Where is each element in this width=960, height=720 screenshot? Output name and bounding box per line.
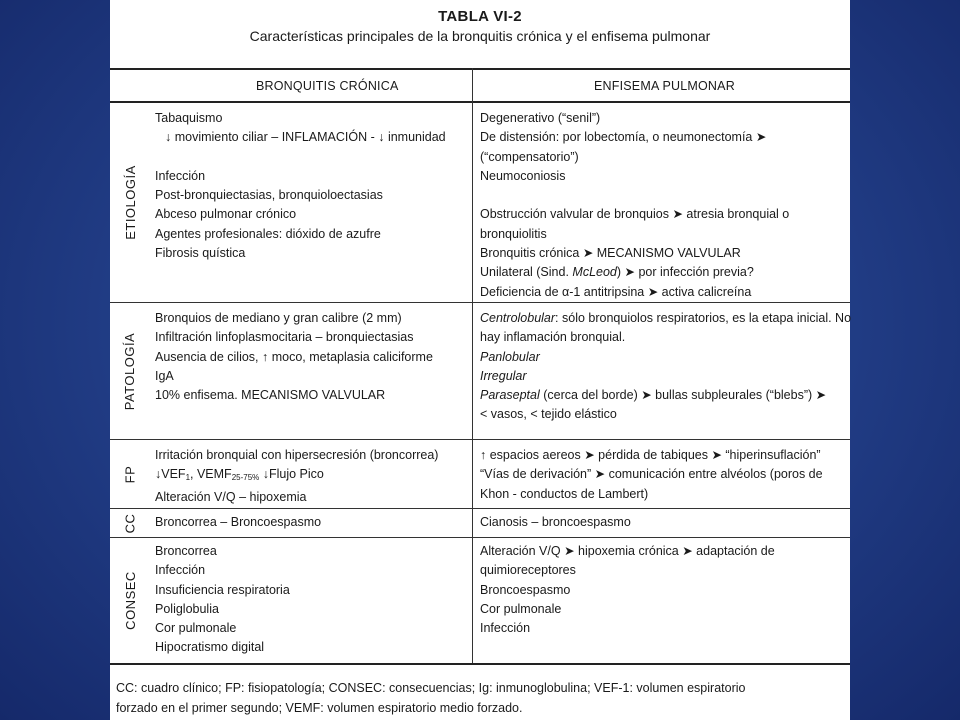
fp-bronquitis bbox=[155, 446, 455, 507]
text-line: 10% enfisema. MECANISMO VALVULAR bbox=[155, 388, 386, 403]
text-line: ↑ espacios aereos ➤ pérdida de tabiques ➤ “hiperinsuflación” bbox=[480, 448, 821, 462]
label-consec: CONSEC bbox=[122, 571, 138, 630]
spacer bbox=[155, 148, 455, 167]
label-cc: CC bbox=[122, 513, 138, 533]
text-line: Alteración V/Q ➤ hipoxemia crónica ➤ adaptación de bbox=[480, 544, 775, 558]
patologia-enfisema bbox=[480, 309, 852, 425]
text-line: $↓VEF_1$, $VEMF_{25-75\%}$ ↓Flujo Pico bbox=[155, 467, 324, 483]
text-line: Abceso pulmonar crónico bbox=[155, 207, 297, 222]
text-line: (“compensatorio”) bbox=[480, 149, 579, 164]
text-line: Panlobular bbox=[480, 349, 540, 364]
header-divider bbox=[472, 68, 473, 102]
text-line: Bronquios de mediano y gran calibre (2 mm) bbox=[155, 311, 402, 325]
text-line: Hipocratismo digital bbox=[155, 640, 265, 655]
rule-bottom bbox=[110, 663, 850, 665]
text-line: Neumoconiosis bbox=[480, 168, 566, 183]
text-line: Centrolobular: sólo bronquiolos respiratorios, es la etapa inicial. No bbox=[480, 311, 852, 325]
text-line: IgA bbox=[155, 368, 174, 383]
section-fp bbox=[110, 440, 850, 508]
fp-enfisema bbox=[480, 446, 846, 504]
section-cc bbox=[110, 509, 850, 537]
text-line: Infección bbox=[480, 621, 531, 636]
text-line: Poliglobulia bbox=[155, 601, 219, 616]
spacer bbox=[480, 186, 846, 205]
text-line: hay inflamación bronquial. bbox=[480, 330, 626, 345]
footnote-line: forzado en el primer segundo; VEMF: volumen espiratorio medio forzado. bbox=[116, 701, 523, 715]
rule-top bbox=[110, 68, 850, 70]
text-line: Infección bbox=[155, 168, 206, 183]
text-line: Irregular bbox=[480, 368, 527, 383]
section-consec bbox=[110, 538, 850, 663]
etiologia-bronquitis bbox=[155, 109, 455, 263]
label-fp: FP bbox=[122, 465, 138, 483]
label-etiologia: ETIOLOGÍA bbox=[122, 164, 138, 240]
table-subtitle: Características principales de la bronquitis crónica y el enfisema pulmonar bbox=[249, 28, 711, 44]
patologia-bronquitis bbox=[155, 309, 455, 405]
text-line: Broncorrea – Broncoespasmo bbox=[155, 515, 322, 529]
text-line: Khon - conductos de Lambert) bbox=[480, 486, 649, 501]
text-line: Ausencia de cilios, ↑ moco, metaplasia caliciforme bbox=[155, 349, 433, 364]
text-line: Unilateral (Sind. McLeod) ➤ por infección previa? bbox=[480, 265, 754, 280]
cc-enfisema bbox=[480, 513, 846, 532]
text-line: quimioreceptores bbox=[480, 563, 576, 578]
footnote-line: CC: cuadro clínico; FP: fisiopatología; CONSEC: consecuencias; Ig: inmunoglobulina; VEF-1: volumen espiratorio bbox=[116, 681, 746, 695]
header-enfisema: ENFISEMA PULMONAR bbox=[594, 79, 735, 93]
section-patologia bbox=[110, 303, 850, 439]
text-line: Deficiencia de α-1 antitripsina ➤ activa calicreína bbox=[480, 284, 752, 299]
text-line: Tabaquismo bbox=[155, 111, 223, 125]
text-line: Irritación bronquial con hipersecresión (broncorrea) bbox=[155, 448, 439, 462]
text-line: Alteración V/Q – hipoxemia bbox=[155, 489, 307, 504]
text-line: Bronquitis crónica ➤ MECANISMO VALVULAR bbox=[480, 246, 741, 261]
text-line: bronquiolitis bbox=[480, 226, 547, 241]
text-line: ↓ movimiento ciliar – INFLAMACIÓN - ↓ inmunidad bbox=[165, 130, 446, 145]
table-footnote bbox=[116, 678, 846, 718]
consec-bronquitis bbox=[155, 542, 455, 658]
text-line: Obstrucción valvular de bronquios ➤ atresia bronquial o bbox=[480, 207, 790, 222]
etiologia-enfisema bbox=[480, 109, 846, 302]
table-sheet bbox=[110, 0, 850, 720]
column-divider bbox=[472, 102, 473, 663]
text-line: De distensión: por lobectomía, o neumonectomía ➤ bbox=[480, 130, 767, 145]
text-line: Degenerativo (“senil”) bbox=[480, 111, 601, 125]
text-line: Cor pulmonale bbox=[155, 621, 237, 636]
text-line: Fibrosis quística bbox=[155, 246, 246, 261]
text-line: Post-bronquiectasias, bronquioloectasias bbox=[155, 188, 383, 203]
text-line: Paraseptal (cerca del borde) ➤ bullas subpleurales (“blebs”) ➤ bbox=[480, 388, 827, 403]
text-line: Cor pulmonale bbox=[480, 601, 562, 616]
table-title: TABLA VI-2 bbox=[438, 8, 522, 25]
text-line: Broncoespasmo bbox=[480, 582, 571, 597]
header-bronquitis: BRONQUITIS CRÓNICA bbox=[256, 79, 399, 93]
cc-bronquitis bbox=[155, 513, 455, 532]
text-line: Insuficiencia respiratoria bbox=[155, 582, 290, 597]
section-etiologia bbox=[110, 102, 850, 302]
text-line: “Vías de derivación” ➤ comunicación entre alvéolos (poros de bbox=[480, 467, 823, 482]
text-line: Cianosis – broncoespasmo bbox=[480, 515, 631, 529]
text-line: Broncorrea bbox=[155, 544, 217, 558]
text-line: Agentes profesionales: dióxido de azufre bbox=[155, 226, 381, 241]
text-line: < vasos, < tejido elástico bbox=[480, 407, 617, 422]
consec-enfisema bbox=[480, 542, 846, 638]
text-line: Infiltración linfoplasmocitaria – bronquiectasias bbox=[155, 330, 414, 345]
label-patologia: PATOLOGÍA bbox=[122, 332, 138, 410]
text-line: Infección bbox=[155, 563, 206, 578]
